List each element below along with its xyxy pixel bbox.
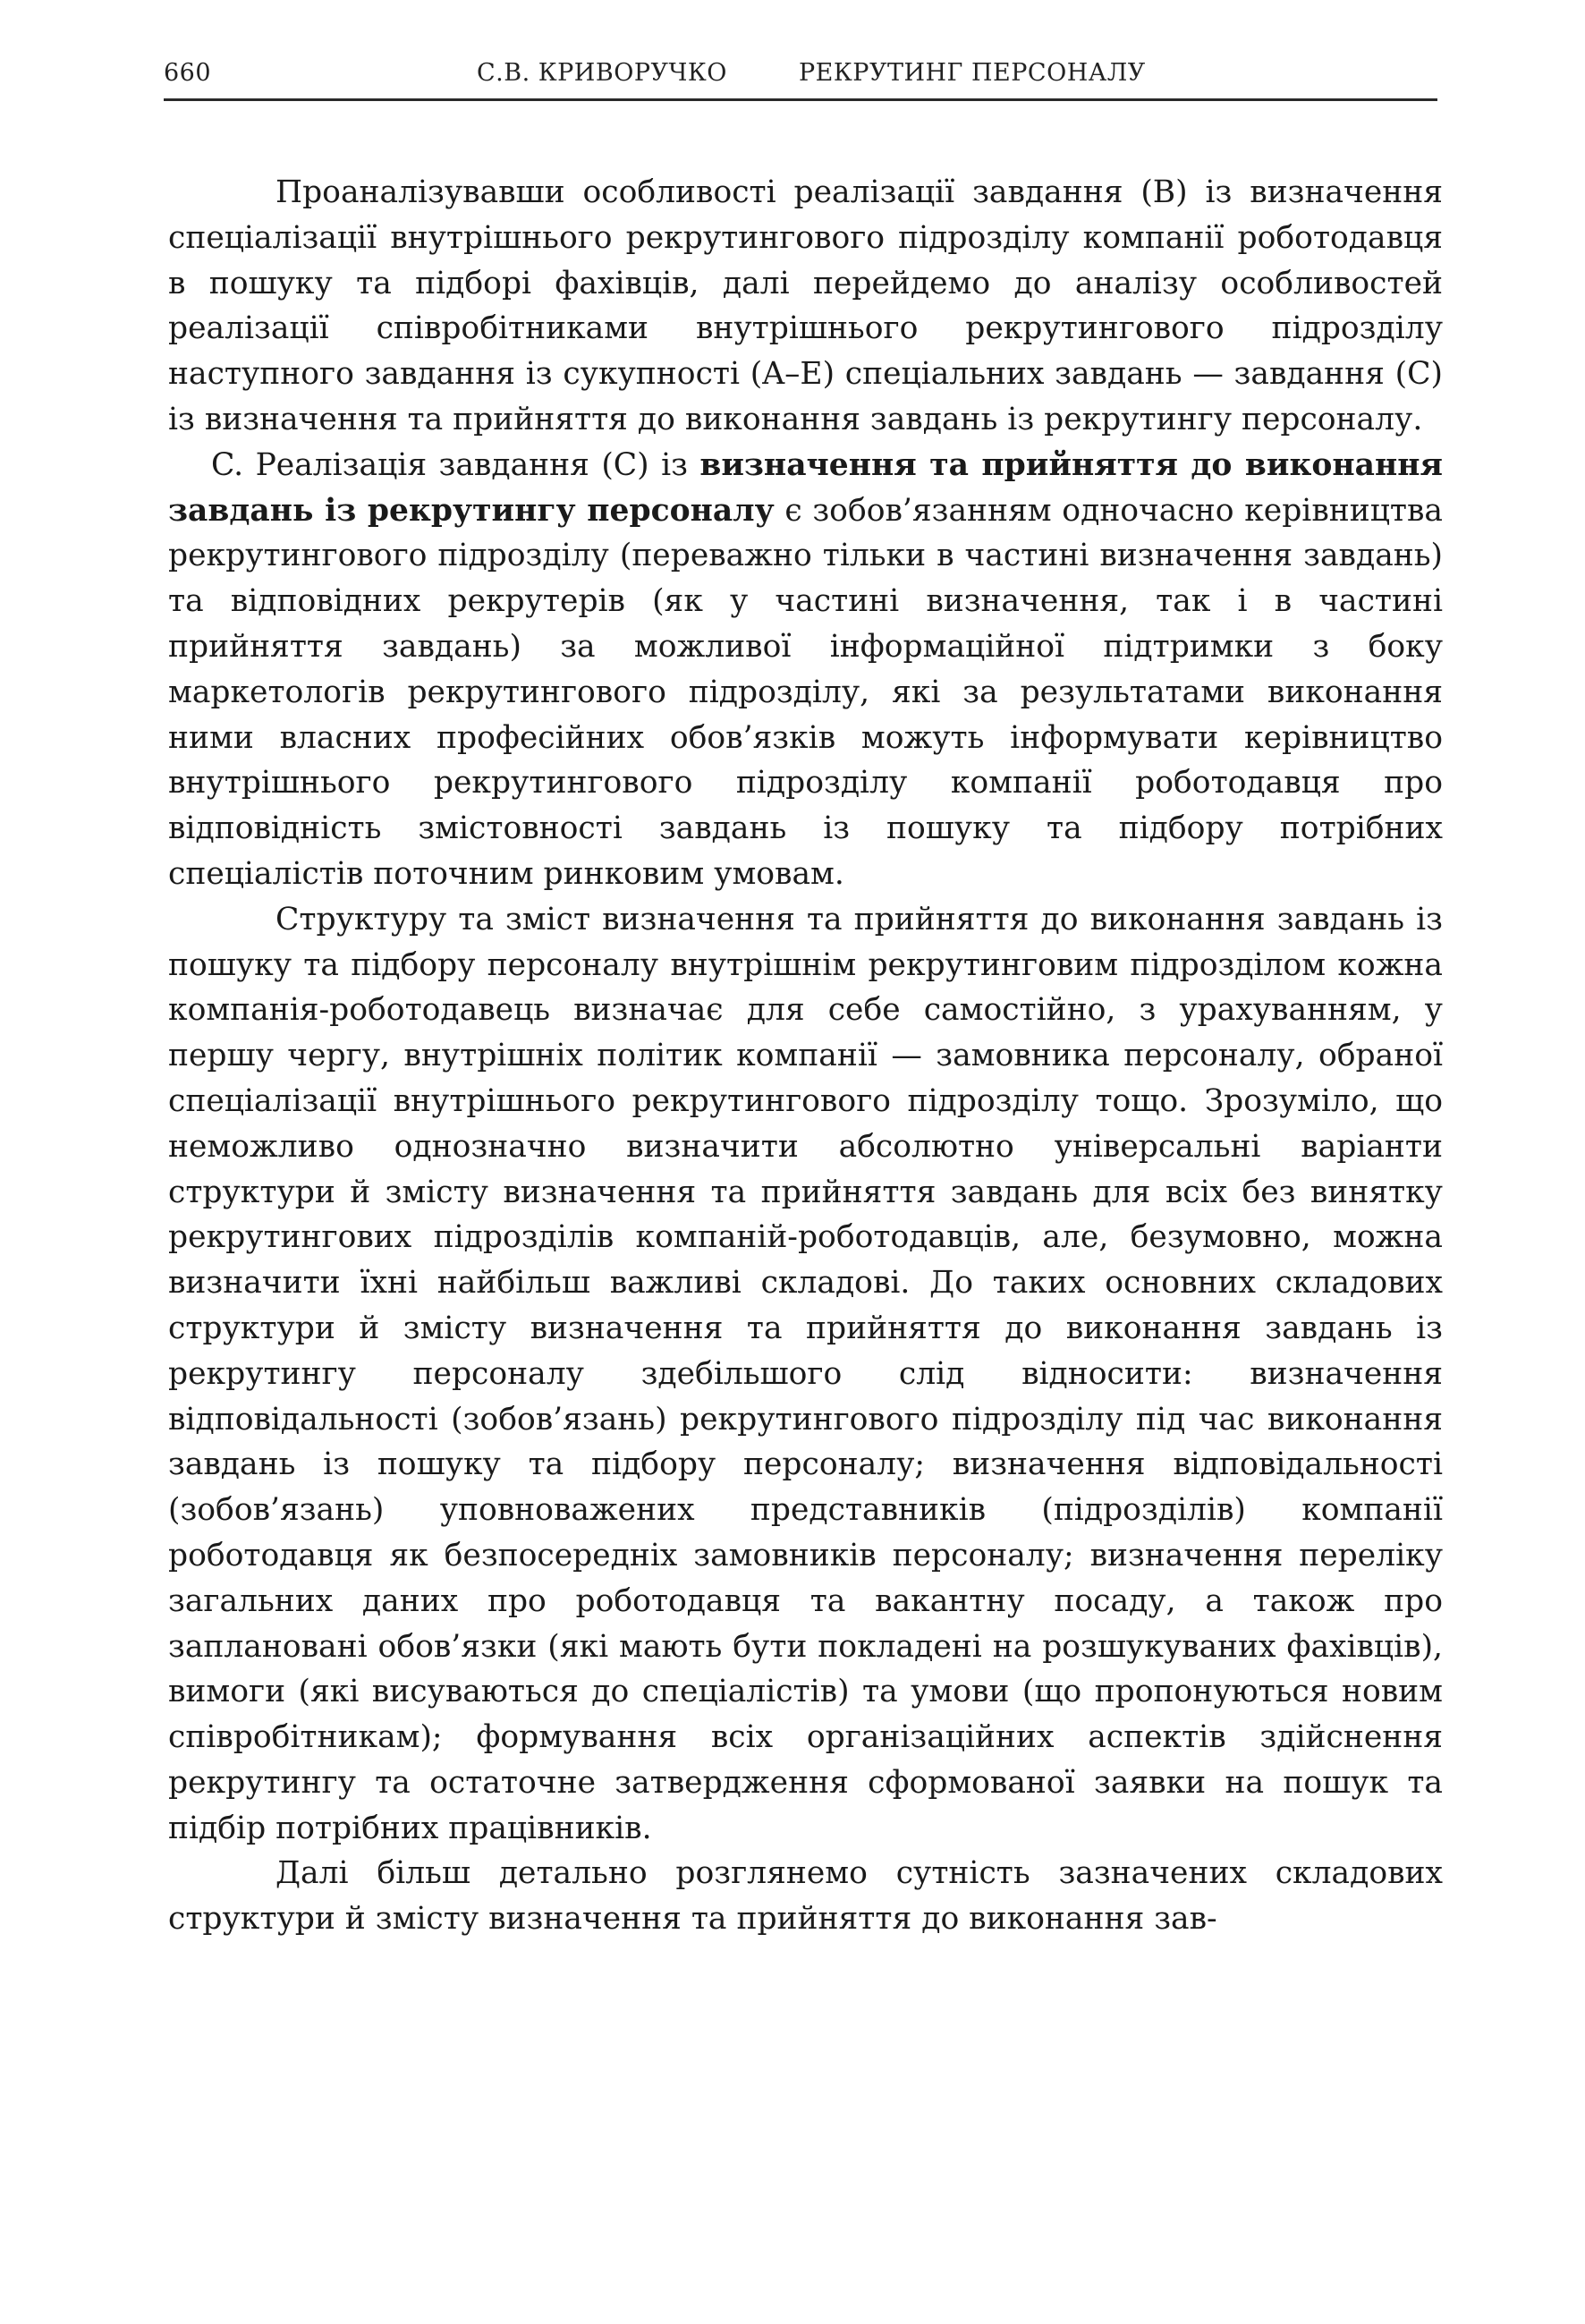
paragraph-task-c [168, 443, 1443, 897]
header-title: РЕКРУТИНГ ПЕРСОНАЛУ [799, 59, 1146, 87]
running-header [164, 54, 1437, 101]
paragraph-further-detail: Далі більш детально розглянемо сутність зазначених складових структури й змісту визначення та прийняття до виконання зав- [168, 1855, 1443, 1938]
paragraph-structure-content: Структуру та зміст визначення та прийняття до виконання завдань із пошуку та підбору персоналу внутрішнім рекрутинговим підрозділом кожна компанія-роботодавець визначає для себе самостійно, з урахуванням, у першу чергу, внутрішніх політик компанії — замовника персоналу, обраної спеціалізації внутрішнього рекрутингового підрозділу тощо. Зрозуміло, що неможливо однозначно визначити абсолютно універсальні варіанти структури й змісту визначення та прийняття завдань для всіх без винятку рекрутингових підрозділів компаній-роботодавців, але, безумовно, можна визначити їхні найбільш важливі складові. До таких основних складових структури й змісту визначення та прийняття до виконання завдань із рекрутингу персоналу здебільшого слід відносити: визначення відповідальності (зобов’язань) рекрутингового підрозділу під час виконання завдань із пошуку та підбору персоналу; визначення відповідальності (зобов’язань) уповноважених представників (підрозділів) компанії роботодавця як безпосередніх замовників персоналу; визначення переліку загальних даних про роботодавця та вакантну посаду, а також про заплановані обов’язки (які мають бути покладені на розшукуваних фахівців), вимоги (які висуваються до спеціалістів) та умови (що пропонуються новим співробітникам); формування всіх організаційних аспектів здійснення рекрутингу та остаточне затвердження сформованої заявки на пошук та підбір потрібних працівників. [168, 901, 1443, 1846]
header-author: С.В. КРИВОРУЧКО [477, 59, 727, 87]
paragraph-task-c-rest: є зобов’язанням одночасно керівництва рекрутингового підрозділу (переважно тільки в частині визначення завдань) та відповідних рекрутерів (як у частині визначення, так і в частині прийняття завдань) за можливої інформаційної підтримки з боку маркетологів рекрутингового підрозділу, які за результатами виконання ними власних професійних обов’язків можуть інформувати керівництво внутрішнього рекрутингового підрозділу компанії роботодавця про відповідність змістовності завдань із пошуку та підбору потрібних спеціалістів поточним ринковим умовам. [168, 492, 1444, 892]
paragraph-task-c-lead: C. Реалізація завдання (C) із [211, 446, 700, 483]
page-number: 660 [164, 59, 212, 87]
paragraph-analysis-intro: Проаналізувавши особливості реалізації завдання (B) із визначення спеціалізації внутрішнього рекрутингового підрозділу компанії роботодавця в пошуку та підборі фахівців, далі перейдемо до аналізу особливостей реалізації співробітниками внутрішнього рекрутингового підрозділу наступного завдання із сукупності (A–E) спеціальних завдань — завдання (C) із визначення та прийняття до виконання завдань із рекрутингу персоналу. [168, 174, 1443, 437]
paragraph-task-c-bold-term: визначення та прийняття до виконання завдань із рекрутингу персоналу [168, 446, 1443, 529]
body-text [168, 170, 1443, 1942]
